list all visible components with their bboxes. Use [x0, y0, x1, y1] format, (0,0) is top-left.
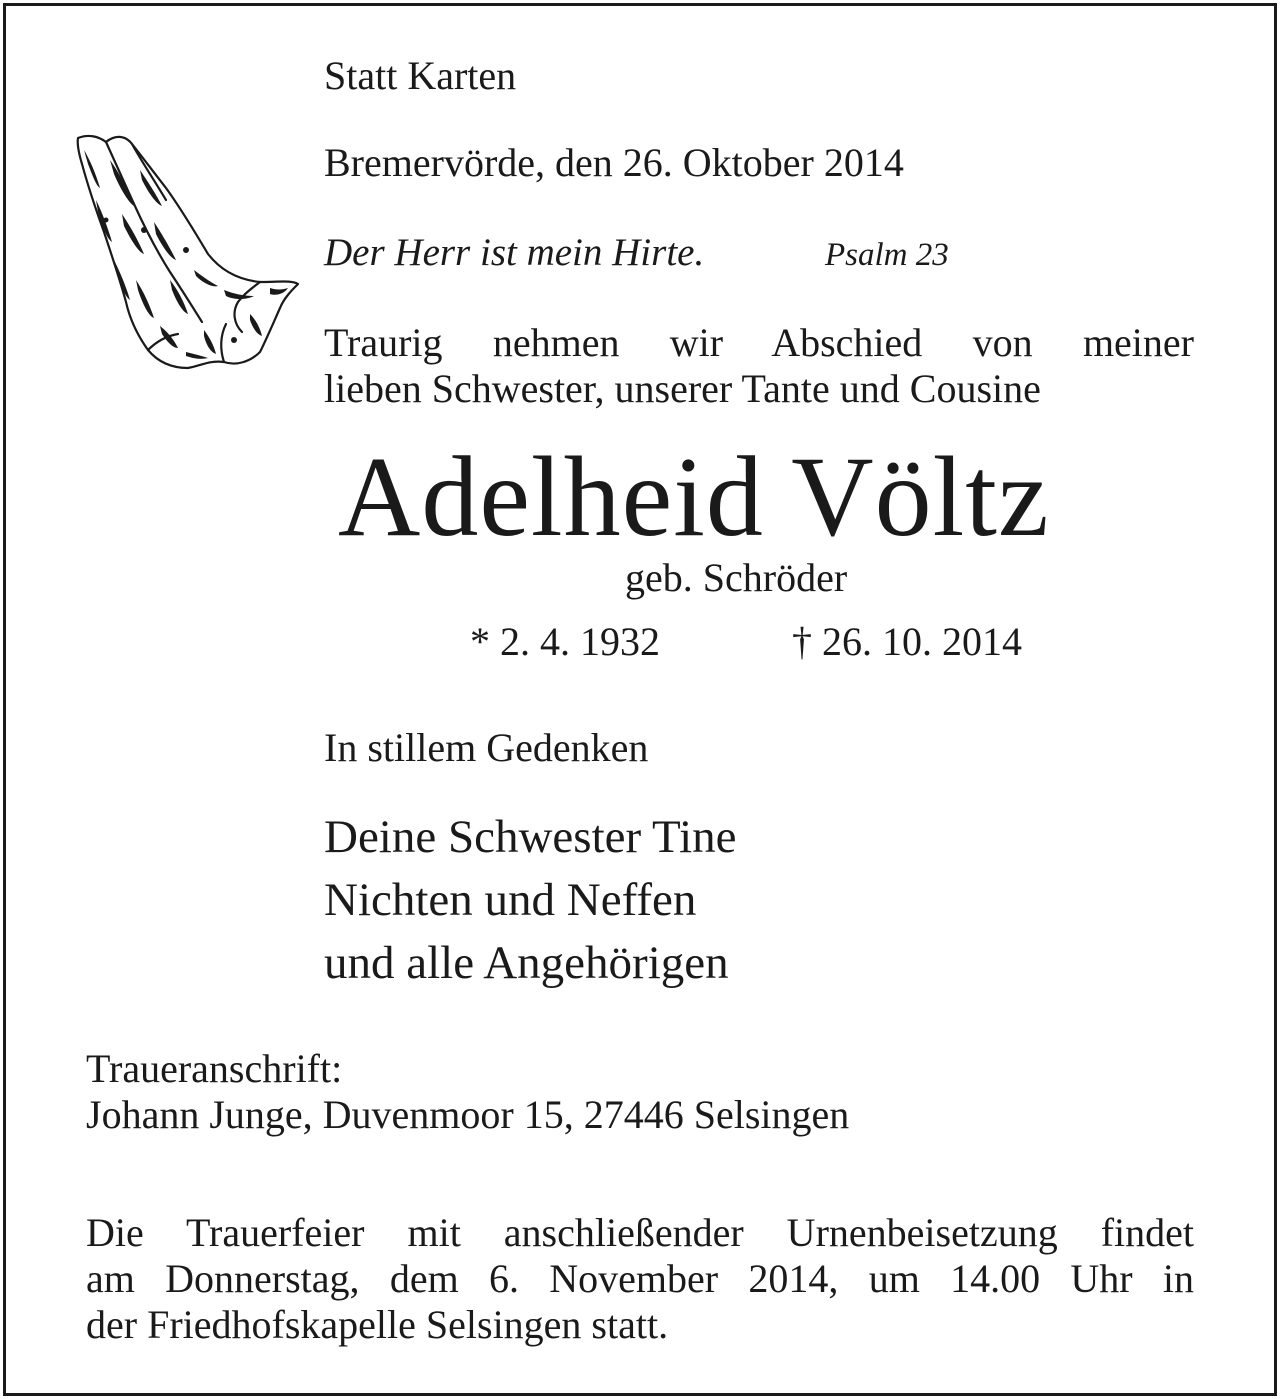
mourner-line: Nichten und Neffen — [324, 874, 697, 926]
praying-hands-icon — [74, 130, 300, 370]
mourners-list — [324, 806, 737, 995]
death-date: † 26. 10. 2014 — [792, 619, 1022, 664]
statt-karten: Statt Karten — [324, 53, 517, 98]
mourning-address — [86, 1046, 849, 1138]
maiden-name: geb. Schröder — [625, 555, 848, 600]
farewell-line: lieben Schwester, unserer Tante und Cousine — [324, 366, 1041, 411]
ceremony-text — [86, 1210, 1194, 1348]
address-label: Traueranschrift: — [86, 1046, 343, 1091]
ceremony-line: der Friedhofskapelle Selsingen statt. — [86, 1302, 669, 1347]
farewell-text — [324, 320, 1194, 412]
mourner-line: und alle Angehörigen — [324, 937, 729, 989]
birth-date: * 2. 4. 1932 — [470, 619, 660, 664]
mourner-line: Deine Schwester Tine — [324, 811, 737, 863]
farewell-line: Traurig nehmen wir Abschied von meiner — [324, 320, 1194, 365]
ceremony-line: am Donnerstag, dem 6. November 2014, um 14.00 Uhr in — [86, 1256, 1194, 1301]
ceremony-line: Die Trauerfeier mit anschließender Urnenbeisetzung findet — [86, 1210, 1194, 1255]
place-date: Bremervörde, den 26. Oktober 2014 — [324, 140, 904, 185]
address-value: Johann Junge, Duvenmoor 15, 27446 Selsingen — [86, 1092, 850, 1137]
bible-verse: Der Herr ist mein Hirte. — [324, 231, 705, 274]
verse-reference: Psalm 23 — [825, 237, 949, 273]
deceased-name: Adelheid Völtz — [338, 433, 1050, 560]
remembrance-intro: In stillem Gedenken — [324, 725, 649, 770]
